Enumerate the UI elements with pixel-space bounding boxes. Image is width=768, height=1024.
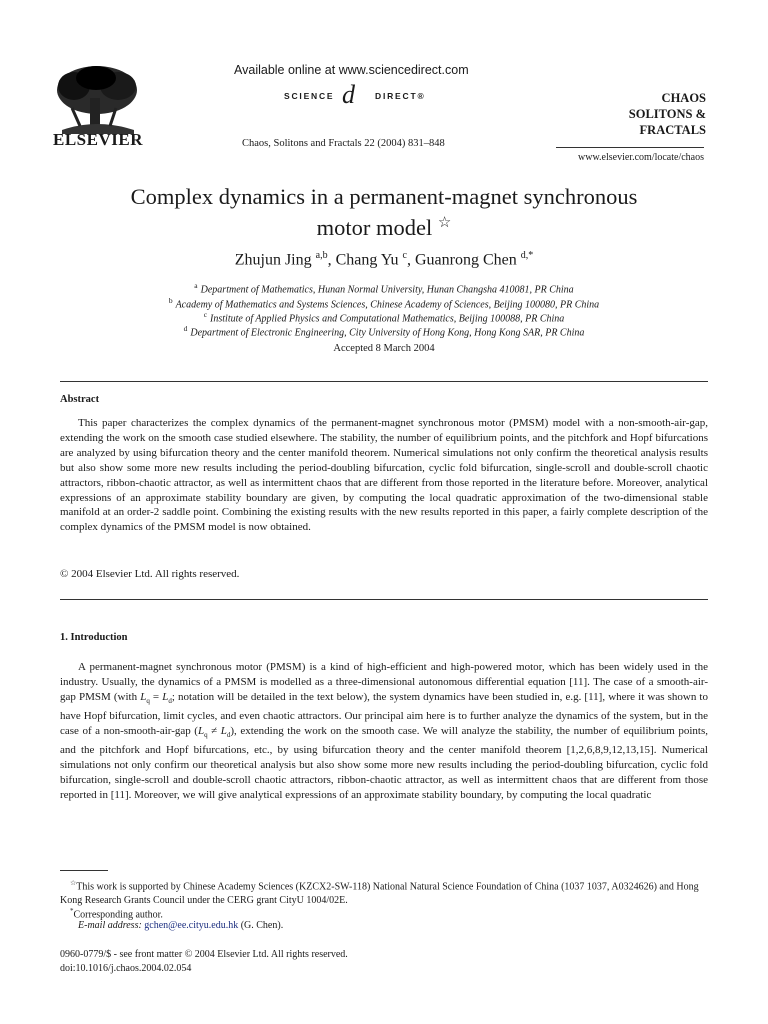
abstract-text: This paper characterizes the complex dynamics of the permanent-magnet synchronous motor (PMSM) model with a non-smooth-air-gap, extending the work on the smooth case studied elsewhere. The stability, the number of equilibrium points, and the pitchfork and Hopf bifurcations are analyzed by using bifurcation theory and the center manifold theorem. Numerical simulations not only confirm the theoretical analysis results but also show some more new results including the period-doubling bifurcation, cyclic fold bifurcation, single-scroll and double-scroll chaotic attractors, ribbon-chaotic attractor, as well as intermittent chaos that are different from those reported in the literature before. Moreover, analytical expressions of an approximate stability boundary are given, by computing the local quadratic approximation of the two-dimensional stable manifold at an order-2 saddle point. Combining the existing results with the new results reported in this paper, a fairly complete description of the complex dynamics of the PMSM model is now obtained. <box>60 417 708 534</box>
article-title-line1: Complex dynamics in a permanent-magnet synchronous <box>130 184 638 209</box>
math-symbol: L <box>162 690 169 703</box>
email-owner: (G. Chen). <box>240 920 284 931</box>
article-title-line2: motor model <box>316 215 433 240</box>
author-affiliation-mark: d,* <box>520 250 534 261</box>
funding-footnote <box>60 877 708 907</box>
email-footnote <box>60 919 708 933</box>
sciencedirect-left-word: SCIENCE <box>284 91 335 101</box>
funding-footnote-text: This work is supported by Chinese Academy Sciences (KZCX2-SW-118) National Natural Science Foundation of China (1037 1037, A0324626) and Hong Kong Research Grants Council under the CERG grant CityU 1004/02E. <box>60 881 699 906</box>
article-title <box>60 183 708 241</box>
introduction-paragraph <box>60 660 708 803</box>
affiliation-mark: a <box>194 281 198 290</box>
corresponding-footnote-text: Corresponding author. <box>73 909 163 921</box>
issn-line: 0960-0779/$ - see front matter © 2004 Elsevier Ltd. All rights reserved. <box>60 949 348 960</box>
available-online-text: Available online at www.sciencedirect.com <box>234 63 469 77</box>
accepted-date: Accepted 8 March 2004 <box>333 343 435 354</box>
author-name: Zhujun Jing <box>234 251 312 269</box>
journal-title-line1: CHAOS <box>661 91 706 105</box>
footnote-asterisk: * <box>70 907 74 915</box>
publication-info <box>60 948 348 975</box>
math-symbol: L <box>197 725 205 737</box>
math-subscript: d <box>226 731 231 740</box>
author-name: Guanrong Chen <box>415 251 517 269</box>
doi-line: doi:10.1016/j.chaos.2004.02.054 <box>60 962 192 974</box>
journal-reference: Chaos, Solitons and Fractals 22 (2004) 831–848 <box>242 138 445 149</box>
section-heading-introduction: 1. Introduction <box>60 632 128 643</box>
affiliation-text: Department of Electronic Engineering, City University of Hong Kong, Hong Kong SAR, PR China <box>190 327 585 339</box>
intro-text-part: A permanent-magnet synchronous motor (PMSM) is a kind of high-efficient and high-powered motor, which has been widely used in the industry. Usually, the dynamics of a PMSM is modelled as a three-dimensional autonomous differential equation [11]. The case of a smooth-air-gap PMSM (with <box>60 661 708 703</box>
math-relation: ≠ <box>207 725 221 737</box>
abstract-copyright: © 2004 Elsevier Ltd. All rights reserved. <box>60 568 240 580</box>
journal-title-line2: SOLITONS & FRACTALS <box>628 107 706 137</box>
title-footnote-star-icon: ☆ <box>437 215 452 231</box>
email-label: E-mail address: <box>78 920 142 931</box>
sciencedirect-logo <box>248 80 468 110</box>
sciencedirect-right-word: DIRECT® <box>375 91 426 101</box>
abstract-bottom-divider <box>60 599 708 600</box>
journal-url: www.elsevier.com/locate/chaos <box>578 152 704 163</box>
footnote-divider <box>60 870 108 871</box>
affiliation-text: Academy of Mathematics and Systems Sciences, Chinese Academy of Sciences, Beijing 100080, PR China <box>175 299 600 311</box>
author-name: Chang Yu <box>335 251 399 269</box>
affiliation-mark: d <box>183 324 188 333</box>
publisher-name: ELSEVIER <box>53 130 143 149</box>
affiliation-text: Department of Mathematics, Hunan Normal University, Hunan Changsha 410081, PR China <box>200 284 574 296</box>
email-link[interactable]: gchen@ee.cityu.edu.hk <box>144 920 239 931</box>
math-subscript: q <box>204 731 208 740</box>
abstract-top-divider <box>60 381 708 382</box>
sciencedirect-at-icon: d <box>342 80 355 109</box>
affiliation-text: Institute of Applied Physics and Computational Mathematics, Beijing 100088, PR China <box>210 313 565 325</box>
intro-text-part: ; notation will be detailed in the text below), the system dynamics have been studied in, e.g. [11], where it was shown to have Hopf bifurcation, limit cycles, and even chaotic attractors. Our principal aim here is to further analyze the dynamics of the system, but in the case of a non-smooth-air-gap ( <box>60 690 708 737</box>
affiliation-mark: c <box>203 310 208 319</box>
footnote-star-icon: ☆ <box>70 879 77 887</box>
author-affiliation-mark: a,b <box>315 250 328 261</box>
abstract-heading: Abstract <box>60 394 100 405</box>
affiliation <box>60 322 708 340</box>
intro-text-part: ), extending the work on the smooth case. We will analyze the stability, the number of equilibrium points, and the pitchfork and Hopf bifurcations, etc., by using bifurcation theory and the center manifold theorem [1,2,6,8,9,12,13,15]. Numerical simulations not only confirm our theoretical analysis but also show some more new results including the period-doubling bifurcation, cyclic fold bifurcation, single-scroll and double-scroll chaotic attractors, ribbon-chaotic attractor, as well as intermittent chaos that are different from those reported in [11]. Moreover, we will give analytical expressions of an approximate stability boundary, by computing the local quadratic <box>60 725 708 801</box>
math-subscript: d <box>168 697 172 706</box>
math-symbol: L <box>140 690 147 703</box>
header-divider <box>556 147 704 148</box>
affiliation-mark: b <box>168 296 173 305</box>
journal-title <box>574 90 706 138</box>
author-list: Zhujun Jing $^{a,b}$, Chang Yu $^c$, Guanrong Chen $^{d,*}$ <box>234 250 534 269</box>
author-affiliation-mark: c <box>402 250 407 261</box>
math-relation: = <box>149 690 163 703</box>
math-symbol: L <box>220 725 227 737</box>
math-subscript: q <box>146 697 150 706</box>
